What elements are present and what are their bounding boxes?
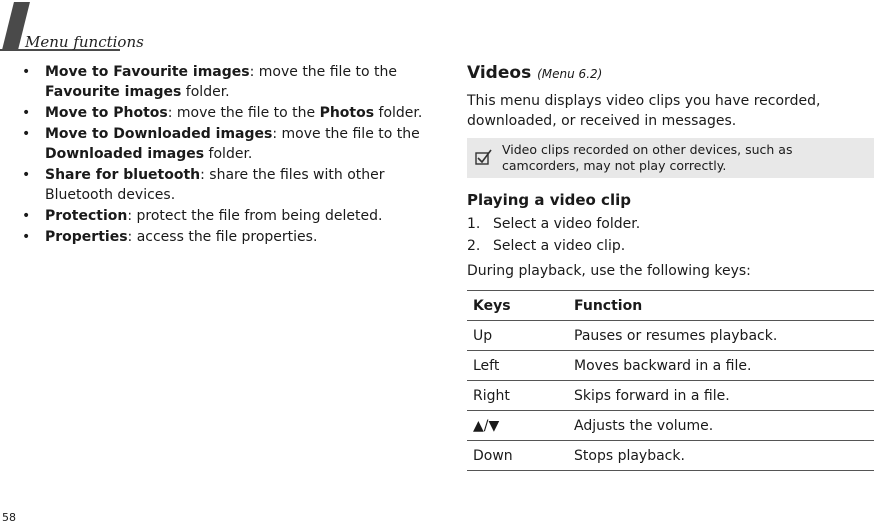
section-title-text: Videos bbox=[467, 63, 532, 83]
bullet-icon: • bbox=[22, 229, 31, 245]
list-item bbox=[22, 62, 432, 102]
key-cell: Right bbox=[473, 387, 510, 404]
bullet-icon: • bbox=[22, 208, 31, 224]
table-row bbox=[467, 441, 874, 471]
menu-reference: (Menu 6.2) bbox=[537, 67, 603, 81]
option-text: : move the file to the bbox=[249, 64, 397, 80]
step-number: 2. bbox=[467, 238, 481, 254]
checkbox-note-icon bbox=[475, 149, 493, 169]
list-item bbox=[467, 213, 874, 235]
function-cell: Pauses or resumes playback. bbox=[574, 327, 778, 344]
option-name: Move to Downloaded images bbox=[45, 126, 273, 142]
function-cell: Skips forward in a file. bbox=[574, 387, 730, 404]
right-column bbox=[467, 62, 874, 471]
option-text-end: folder. bbox=[181, 84, 230, 100]
table-header-row bbox=[467, 291, 874, 321]
header-keys: Keys bbox=[473, 297, 511, 314]
option-name: Properties bbox=[45, 229, 128, 245]
bullet-icon: • bbox=[22, 126, 31, 142]
note-text: Video clips recorded on other devices, such as camcorders, may not play correctly. bbox=[502, 142, 793, 173]
section-intro: This menu displays video clips you have recorded, downloaded, or received in messages. bbox=[467, 93, 821, 129]
key-cell: Up bbox=[473, 327, 493, 344]
key-cell: ▲/▼ bbox=[473, 417, 500, 434]
function-cell: Stops playback. bbox=[574, 447, 685, 464]
folder-name: Downloaded images bbox=[45, 146, 205, 162]
key-cell: Down bbox=[473, 447, 513, 464]
option-name: Protection bbox=[45, 208, 128, 224]
option-text: : move the file to the bbox=[167, 105, 320, 121]
option-text: : share the files with other Bluetooth devices. bbox=[45, 167, 385, 203]
folder-name: Favourite images bbox=[45, 84, 182, 100]
left-column bbox=[22, 62, 432, 248]
option-text-end: folder. bbox=[374, 105, 423, 121]
option-name: Share for bluetooth bbox=[45, 167, 201, 183]
option-text: : protect the file from being deleted. bbox=[127, 208, 383, 224]
folder-name: Photos bbox=[319, 105, 375, 121]
table-row bbox=[467, 381, 874, 411]
key-cell: Left bbox=[473, 357, 500, 374]
option-text: : access the file properties. bbox=[127, 229, 318, 245]
option-name: Move to Favourite images bbox=[45, 64, 250, 80]
option-name: Move to Photos bbox=[45, 105, 168, 121]
list-item bbox=[22, 124, 432, 164]
option-text-end: folder. bbox=[204, 146, 253, 162]
function-cell: Adjusts the volume. bbox=[574, 417, 714, 434]
step-text: Select a video clip. bbox=[493, 238, 626, 254]
table-row bbox=[467, 351, 874, 381]
option-text: : move the file to the bbox=[272, 126, 420, 142]
subsection-title: Playing a video clip bbox=[467, 191, 631, 209]
list-item bbox=[22, 165, 432, 205]
bullet-icon: • bbox=[22, 167, 31, 183]
list-item bbox=[22, 103, 432, 123]
bullet-icon: • bbox=[22, 64, 31, 80]
key-function-table bbox=[467, 290, 874, 471]
section-title bbox=[467, 62, 874, 85]
list-item bbox=[22, 227, 432, 247]
function-cell: Moves backward in a file. bbox=[574, 357, 752, 374]
page-number: 58 bbox=[2, 511, 16, 524]
step-list bbox=[467, 213, 874, 257]
step-number: 1. bbox=[467, 216, 481, 232]
list-item bbox=[467, 235, 874, 257]
bullet-icon: • bbox=[22, 105, 31, 121]
table-row bbox=[467, 411, 874, 441]
playback-instruction: During playback, use the following keys: bbox=[467, 263, 751, 279]
option-list bbox=[22, 62, 432, 247]
table-row bbox=[467, 321, 874, 351]
page-header-title: Menu functions bbox=[25, 33, 144, 51]
note-box bbox=[467, 138, 874, 178]
step-text: Select a video folder. bbox=[493, 216, 641, 232]
header-function: Function bbox=[574, 297, 643, 314]
list-item bbox=[22, 206, 432, 226]
